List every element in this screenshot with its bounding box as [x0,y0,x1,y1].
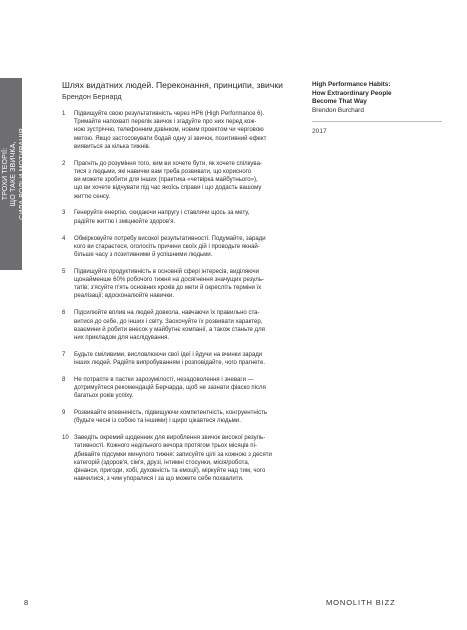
list-item-text: Будьте сміливими, висловлюючи свої ідеї і йдучи на вчинки заради [74,351,263,358]
book-title-line: Become That Way [312,98,367,106]
list-item-text: Прагніть до розуміння того, ким ви хочете бути, як хочете спілкува- [74,160,262,167]
list-item-text: татів; з'ясуйте п'ять основних кроків до мети й окресліть терміни їх [74,285,262,292]
list-item-text: багатьох років успіху. [74,393,134,400]
list-item-text: Генеруйте енергію, скидаючи напругу і ставлячи щось за мету, [74,210,250,217]
book-info [312,81,442,135]
list-item [62,160,294,201]
list-item-text: Заведіть окремий щоденник для вироблення звичок високої резуль- [74,435,266,442]
list-item-number: 3 [62,210,66,217]
side-tab-line: СИЛА ВОЛІ И МОТИВАЦІЯ [17,128,26,220]
side-tab-line: ЩО ТАКЕ ЗВИЧКА, [9,141,18,207]
list-item [62,376,294,401]
list-item-text: реалізації; вдосконалюйте навички. [74,293,175,300]
list-item-text: кого ви стараєтеся, оголосіть причини своїх дій і проводьте якнай- [74,243,260,250]
article-author: Брендон Бернард [62,92,122,101]
list-item [62,351,294,367]
publisher-brand: MONOLITH BIZZ [326,598,396,607]
list-item [62,110,294,151]
list-item-text: фінанси, пригоди, хобі, духовність та емоції), міркуйте над тим, чого [74,468,266,475]
list-item-text: тися з людьми, які навички вам треба розвивати, що корисного [74,168,252,175]
list-item-number: 4 [62,235,66,242]
list-item-text: більше часу з позитивними й успішними людьми. [74,251,213,258]
side-tab-line: ТРОХИ ТЕОРІЇ: [1,147,9,201]
list-item-text: інших людей. Радійте випробуванням і розповідайте, чого прагнете. [74,360,266,366]
book-title-line: How Extraordinary People [312,89,392,97]
list-item-text: них прикладом для наслідування. [74,334,170,341]
list-item-text: ви можете зробити для інших (практика «четвірка майбутнього»), [74,177,258,184]
article-title: Шлях видатних людей. Переконання, принципи, звички [62,80,283,90]
list-item-text: категорій (здоров'я, сім'я, друзі, інтимні стосунки, місія/робота, [74,459,250,466]
list-item-number: 6 [62,310,66,317]
list-item-text: навчилися, з чим упоралися і за що можете себе похвалити. [74,476,244,483]
list-item-number: 10 [62,435,69,442]
book-title [312,81,442,107]
book-author: Brendon Burchard [312,106,364,114]
list-item-text: метою. Якщо застосовувати бодай одну зі звичок, позитивний ефект [74,135,267,142]
book-year: 2017 [312,128,327,136]
list-item-text: ною зустріччю, телефонним дзвінком, новим проектом чи черговою [74,127,264,134]
list-item-text: життю сенсу. [74,193,111,200]
article [62,80,294,492]
list-item-number: 5 [62,268,66,275]
list-item-text: Тримайте напохваті перелік звичок і згадуйте про них перед кож- [74,119,257,126]
list-item [62,309,294,342]
list-item-number: 7 [62,351,66,358]
list-item-text: Підсилюйте вплив на людей довкола, навчаючи їх правильно ста- [74,310,260,317]
list-item-text: радійте життю і зміцнюйте здоров'я. [74,218,176,225]
book-title-line: High Performance Habits: [312,81,391,88]
list-item [62,268,294,301]
list-item [62,434,294,483]
list-item-text: дбивайте підсумки минулого тижня: записуйте цілі за кожною з десяти [74,451,272,458]
list-item-text: тативності. Кожного недільного вечора протягом трьох місяців пі- [74,443,257,450]
list-item-text: що ви хочете відчувати під час якоїсь справи і що додасть вашому [74,185,262,192]
list-item-text: (будьте чесні із собою та іншими) і щиро цікавтеся людьми. [74,418,241,425]
habit-list [62,110,294,484]
list-item-number: 1 [62,111,66,117]
list-item [62,209,294,225]
list-item-text: Підвищуйте продуктивність в основній сфері інтересів, виділяючи [74,268,260,275]
list-item-text: виявиться за кілька тижнів. [74,143,151,150]
side-tab-label [1,78,26,270]
list-item-text: взаємини й робити внесок у майбутнє компанії, а також станьте для [74,326,265,333]
list-item-text: витися до себе, до інших і світу. Заохочуйте їх розвивати характер, [74,318,263,325]
list-item-text: щонайменше 60% робочого тижня на досягнення значущих резуль- [74,277,264,283]
list-item [62,409,294,425]
list-item [62,235,294,260]
list-item-text: Обмірковуйте потребу високої результативності. Подумайте, заради [74,235,266,242]
list-item-number: 8 [62,376,66,383]
list-item-text: Розвивайте впевненість, підвищуючи компетентність, конгруентність [74,410,268,417]
list-item-number: 9 [62,410,66,417]
list-item-text: дотримуйтеся рекомендацій Берчарда, щоб не зазнати фіаско після [74,385,266,392]
list-item-number: 2 [62,160,66,167]
page-number: 8 [24,598,29,607]
list-item-text: Підвищуйте свою результативність через HP6 (High Performance 6). [74,111,265,117]
list-item-text: Не потрапте в пастки зарозумілості, незадоволення і зневаги — [74,376,254,383]
divider [312,121,442,122]
